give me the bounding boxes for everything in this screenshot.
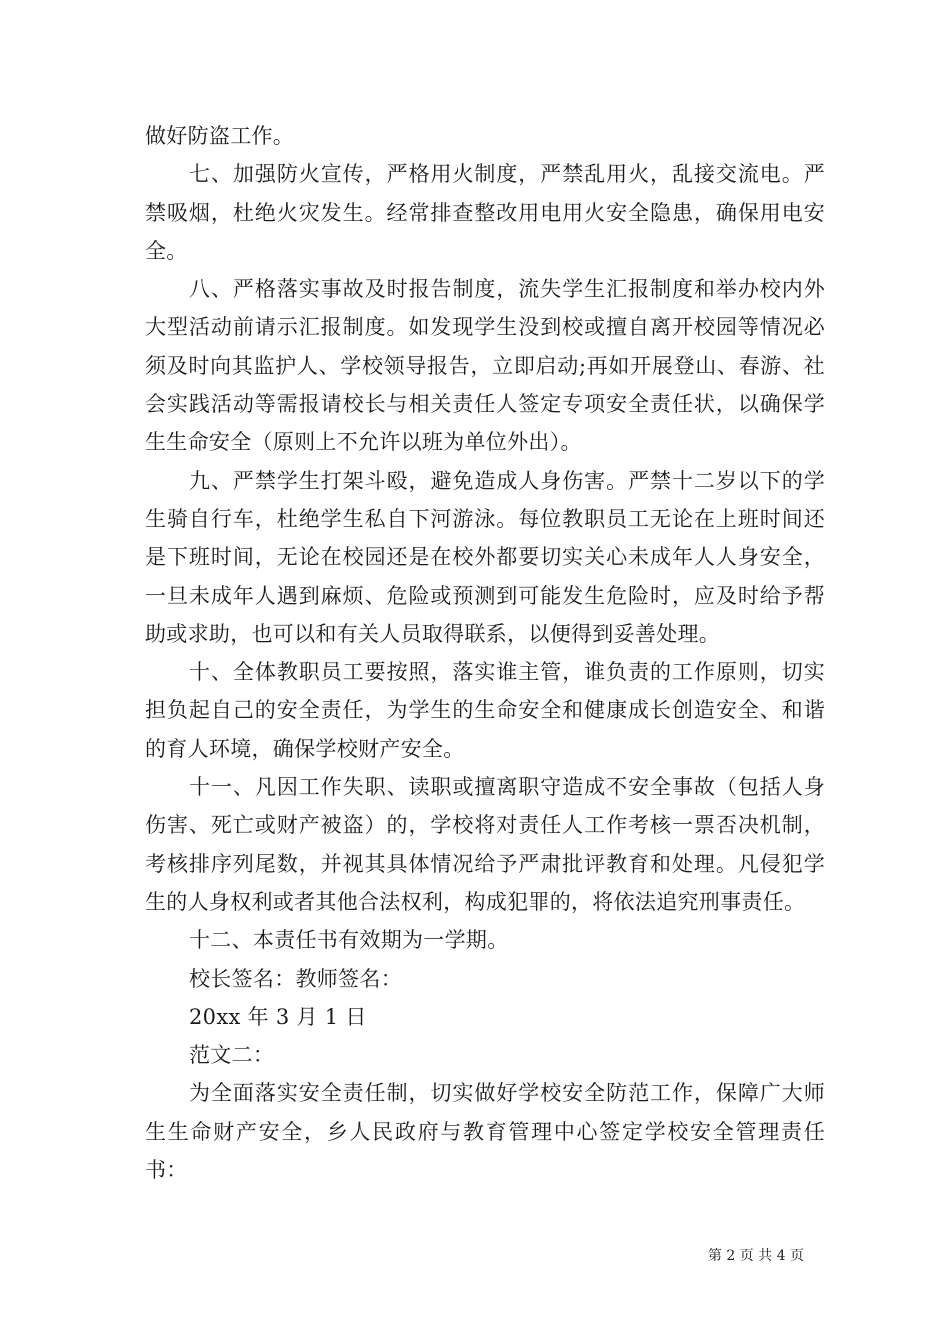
date-line: 20xx 年 3 月 1 日 — [189, 1004, 367, 1029]
paragraph-item-7: 七、加强防火宣传，严格用火制度，严禁乱用火，乱接交流电。严禁吸烟，杜绝火灾发生。经常排查整改用电用火安全隐患，确保用电安全。 — [145, 162, 825, 263]
page-number-footer: 第 2 页 共 4 页 — [707, 1248, 804, 1264]
paragraph-item-10: 十、全体教职员工要按照，落实谁主管，谁负责的工作原则，切实担负起自己的安全责任，为学生的生命安全和健康成长创造安全、和谐的育人环境，确保学校财产安全。 — [145, 660, 825, 761]
paragraph-item-12: 十二、本责任书有效期为一学期。 — [189, 928, 509, 953]
paragraph-item-8: 八、严格落实事故及时报告制度，流失学生汇报制度和举办校内外大型活动前请示汇报制度。如发现学生没到校或擅自离开校园等情况必须及时向其监护人、学校领导报告，立即启动;再如开展登山、春游、社会实践活动等需报请校长与相关责任人签定专项安全责任状，以确保学生生命安全（原则上不允许以班为单位外出）。 — [145, 277, 825, 455]
document-body — [145, 117, 825, 1189]
sample-two-intro: 为全面落实安全责任制，切实做好学校安全防范工作，保障广大师生生命财产安全，乡人民政府与教育管理中心签定学校安全管理责任书： — [145, 1081, 825, 1183]
paragraph-continuation: 做好防盗工作。 — [145, 124, 295, 148]
paragraph-item-11: 十一、凡因工作失职、读职或擅离职守造成不安全事故（包括人身伤害、死亡或财产被盗）的，学校将对责任人工作考核一票否决机制，考核排序列尾数，并视其具体情况给予严肃批评教育和处理。凡侵犯学生的人身权利或者其他合法权利，构成犯罪的，将依法追究刑事责任。 — [145, 775, 825, 914]
signature-line: 校长签名：教师签名： — [189, 966, 402, 991]
sample-two-heading: 范文二： — [189, 1043, 275, 1068]
paragraph-item-9: 九、严禁学生打架斗殴，避免造成人身伤害。严禁十二岁以下的学生骑自行车，杜绝学生私自下河游泳。每位教职员工无论在上班时间还是下班时间，无论在校园还是在校外都要切实关心未成年人人身安全，一旦未成年人遇到麻烦、危险或预测到可能发生危险时，应及时给予帮助或求助，也可以和有关人员取得联系，以便得到妥善处理。 — [145, 468, 825, 646]
